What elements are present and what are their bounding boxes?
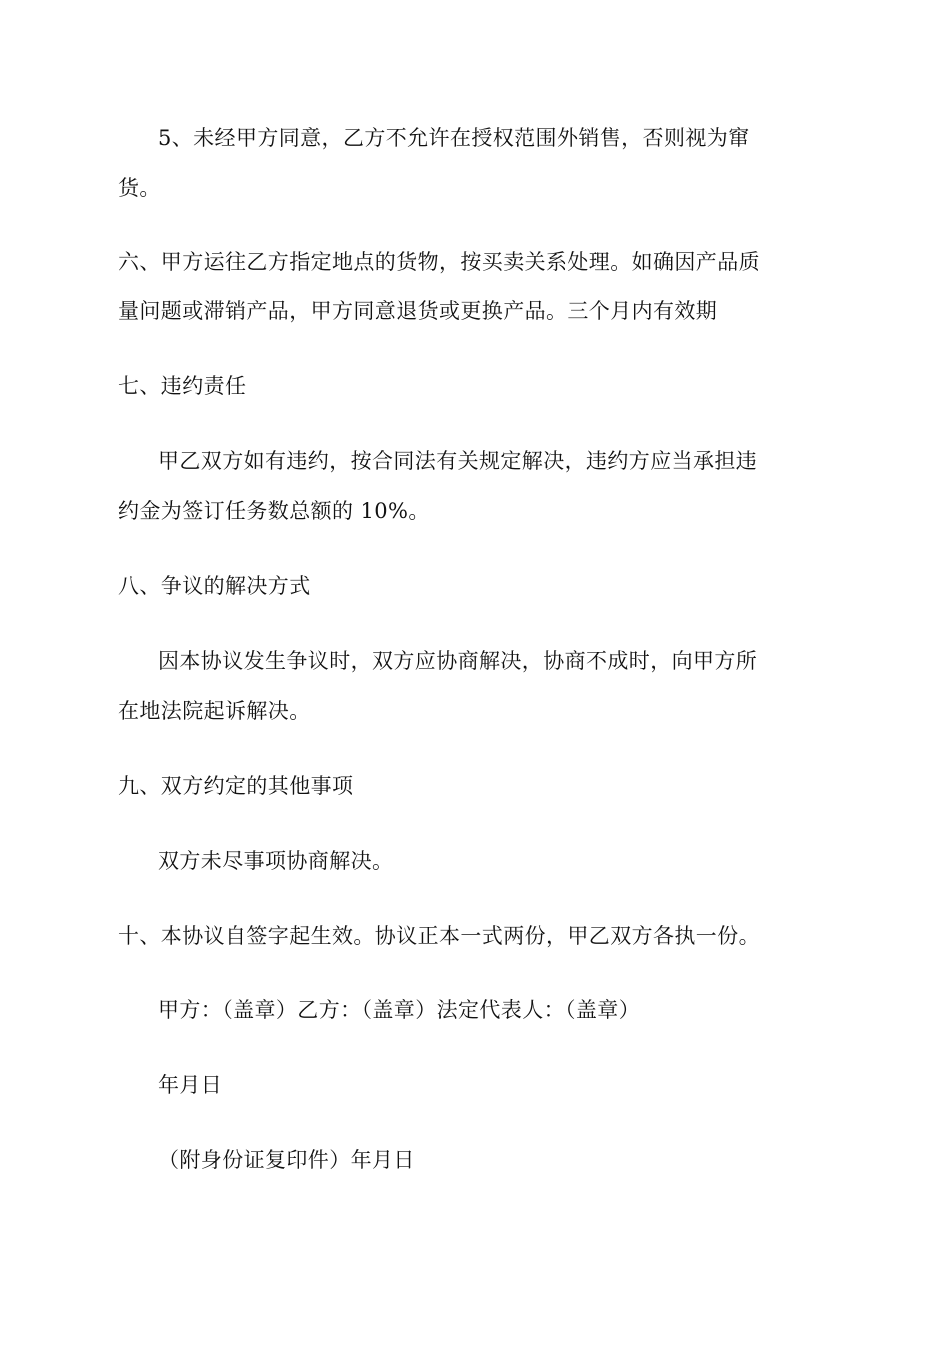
clause-9-heading: 九、双方约定的其他事项 <box>118 774 354 798</box>
clause-8-heading: 八、争议的解决方式 <box>118 574 311 598</box>
signature-line: 甲方：（盖章）乙方：（盖章）法定代表人：（盖章） <box>158 998 641 1022</box>
clause-10-line-1: 十、本协议自签字起生效。协议正本一式两份，甲乙双方各执一份。 <box>118 924 760 948</box>
clause-8-line-1: 因本协议发生争议时，双方应协商解决，协商不成时，向甲方所 <box>158 649 758 673</box>
attachment-date-line: （附身份证复印件）年月日 <box>158 1148 415 1172</box>
clause-5-line-1: 5、未经甲方同意，乙方不允许在授权范围外销售，否则视为窜 <box>158 126 750 150</box>
clause-7-line-2: 约金为签订任务数总额的 10%。 <box>118 499 430 523</box>
clause-9-line-1: 双方未尽事项协商解决。 <box>158 849 394 873</box>
clause-7-line-1: 甲乙双方如有违约，按合同法有关规定解决，违约方应当承担违 <box>158 449 758 473</box>
clause-5-line-2: 货。 <box>118 176 161 200</box>
clause-7-heading: 七、违约责任 <box>118 374 247 398</box>
clause-8-line-2: 在地法院起诉解决。 <box>118 699 311 723</box>
date-line: 年月日 <box>158 1073 223 1097</box>
clause-6-line-2: 量问题或滞销产品，甲方同意退货或更换产品。三个月内有效期 <box>118 299 718 323</box>
clause-6-line-1: 六、甲方运往乙方指定地点的货物，按买卖关系处理。如确因产品质 <box>118 250 760 274</box>
